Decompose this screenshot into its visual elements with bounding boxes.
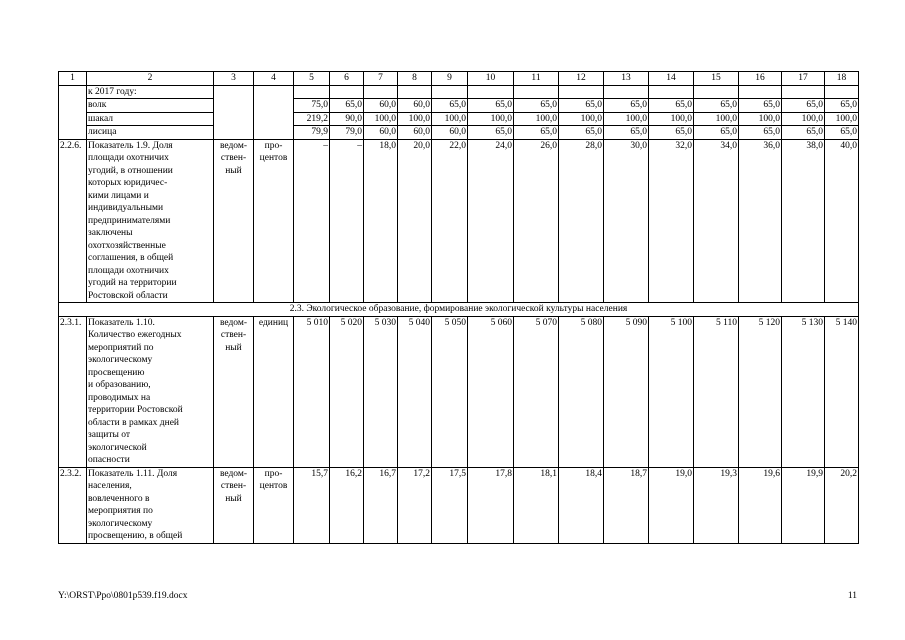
column-number: 14 — [649, 72, 694, 86]
section-title: 2.3. Экологическое образование, формирование экологической культуры населения — [59, 303, 859, 317]
cell-line: территории Ростовской — [88, 405, 183, 415]
cell-line: и образованию, — [88, 380, 151, 390]
value-cell: 65,0 — [694, 99, 739, 113]
row-number: 2.3.2. — [59, 467, 87, 543]
indicator-unit — [254, 467, 294, 543]
column-number: 2 — [87, 72, 214, 86]
column-number: 4 — [254, 72, 294, 86]
column-number: 18 — [825, 72, 859, 86]
value-cell: 5 090 — [604, 316, 649, 467]
column-number: 12 — [559, 72, 604, 86]
file-path: Y:\ORST\Ppo\0801p539.f19.docx — [58, 591, 188, 601]
value-cell: 20,0 — [398, 139, 432, 303]
value-cell — [330, 85, 364, 99]
cell-line: угодий, в отношении — [88, 165, 173, 176]
species-name: волк — [87, 99, 214, 113]
cell-line: проводимых на — [88, 392, 151, 403]
cell-line: Показатель 1.11. Доля — [88, 468, 178, 479]
cell-line: экологическому — [88, 518, 153, 529]
column-number: 17 — [782, 72, 825, 86]
value-cell: 65,0 — [604, 126, 649, 140]
cell-line: предпринимателями — [88, 215, 171, 226]
unit-cell — [254, 85, 294, 139]
value-cell: – — [294, 139, 330, 303]
value-cell: 5 080 — [559, 316, 604, 467]
value-cell: 60,0 — [364, 126, 398, 140]
value-cell — [559, 85, 604, 99]
value-cell: 5 060 — [468, 316, 514, 467]
cell-line: которых юридичес- — [88, 178, 168, 188]
value-cell: 5 140 — [825, 316, 859, 467]
cell-line: просвещению — [88, 367, 145, 378]
value-cell: 5 120 — [739, 316, 782, 467]
value-cell: 15,7 — [294, 467, 330, 543]
value-cell: 5 030 — [364, 316, 398, 467]
cell-line: ствен- — [220, 481, 247, 491]
cell-line: угодий на территории — [88, 278, 177, 288]
value-cell: 30,0 — [604, 139, 649, 303]
value-cell: 24,0 — [468, 139, 514, 303]
indicator-row — [59, 139, 859, 303]
species-name: шакал — [87, 112, 214, 126]
value-cell: 65,0 — [649, 126, 694, 140]
value-cell: 65,0 — [739, 99, 782, 113]
cell-line: ствен- — [220, 153, 247, 163]
value-cell — [294, 85, 330, 99]
indicator-type — [214, 467, 254, 543]
value-cell: – — [330, 139, 364, 303]
value-cell: 100,0 — [739, 112, 782, 126]
cell-line: про- — [264, 468, 283, 479]
value-cell: 100,0 — [398, 112, 432, 126]
table-row — [59, 126, 859, 140]
value-cell: 5 040 — [398, 316, 432, 467]
value-cell: 26,0 — [514, 139, 559, 303]
value-cell: 5 070 — [514, 316, 559, 467]
indicator-description — [87, 316, 214, 467]
cell-line: заключены — [88, 228, 133, 238]
value-cell: 100,0 — [514, 112, 559, 126]
value-cell — [825, 85, 859, 99]
indicator-type — [214, 316, 254, 467]
value-cell: 79,9 — [294, 126, 330, 140]
value-cell: 19,3 — [694, 467, 739, 543]
value-cell: 79,0 — [330, 126, 364, 140]
value-cell: 65,0 — [468, 126, 514, 140]
value-cell: 20,2 — [825, 467, 859, 543]
value-cell: 18,0 — [364, 139, 398, 303]
value-cell: 65,0 — [559, 126, 604, 140]
value-cell: 100,0 — [694, 112, 739, 126]
cell-line: Показатель 1.10. — [88, 317, 155, 328]
value-cell: 75,0 — [294, 99, 330, 113]
cell-line: Показатель 1.9. Доля — [88, 140, 173, 151]
value-cell: 65,0 — [694, 126, 739, 140]
value-cell — [782, 85, 825, 99]
row-number: 2.3.1. — [59, 316, 87, 467]
value-cell — [432, 85, 468, 99]
value-cell: 65,0 — [739, 126, 782, 140]
value-cell: 17,8 — [468, 467, 514, 543]
column-number: 13 — [604, 72, 649, 86]
value-cell: 65,0 — [330, 99, 364, 113]
row-number — [59, 85, 87, 139]
value-cell: 38,0 — [782, 139, 825, 303]
value-cell: 34,0 — [694, 139, 739, 303]
cell-line: про- — [264, 140, 283, 151]
cell-line: мероприятия по — [88, 506, 153, 516]
column-number: 5 — [294, 72, 330, 86]
indicator-unit — [254, 316, 294, 467]
cell-line: мероприятий по — [88, 342, 154, 353]
value-cell: 5 110 — [694, 316, 739, 467]
value-cell: 100,0 — [782, 112, 825, 126]
value-cell: 219,2 — [294, 112, 330, 126]
cell-line: просвещению, в общей — [88, 531, 183, 541]
cell-line: ствен- — [220, 330, 247, 340]
species-name: лисица — [87, 126, 214, 140]
value-cell: 60,0 — [398, 126, 432, 140]
value-cell: 19,9 — [782, 467, 825, 543]
value-cell: 16,2 — [330, 467, 364, 543]
value-cell: 5 130 — [782, 316, 825, 467]
cell-line: центов — [259, 481, 288, 491]
indicator-row — [59, 316, 859, 467]
cell-line: вовлеченного в — [88, 493, 150, 504]
cell-line: области в рамках дней — [88, 417, 180, 428]
value-cell: 5 010 — [294, 316, 330, 467]
value-cell: 100,0 — [825, 112, 859, 126]
column-number: 11 — [514, 72, 559, 86]
cell-line: соглашения, в общей — [88, 253, 174, 263]
value-cell: 28,0 — [559, 139, 604, 303]
value-cell — [514, 85, 559, 99]
type-cell — [214, 85, 254, 139]
value-cell: 36,0 — [739, 139, 782, 303]
value-cell: 65,0 — [514, 126, 559, 140]
value-cell: 100,0 — [364, 112, 398, 126]
row-number: 2.2.6. — [59, 139, 87, 303]
cell-line: ный — [225, 342, 242, 353]
value-cell: 40,0 — [825, 139, 859, 303]
column-number: 6 — [330, 72, 364, 86]
cell-line: охотхозяйственные — [88, 240, 166, 251]
cell-line: ведом- — [219, 468, 248, 479]
value-cell: 17,5 — [432, 467, 468, 543]
value-cell: 100,0 — [432, 112, 468, 126]
indicator-description — [87, 467, 214, 543]
value-cell — [398, 85, 432, 99]
indicator-row — [59, 467, 859, 543]
indicator-description — [87, 139, 214, 303]
value-cell: 16,7 — [364, 467, 398, 543]
column-number: 3 — [214, 72, 254, 86]
column-number: 9 — [432, 72, 468, 86]
value-cell: 18,1 — [514, 467, 559, 543]
header-row — [59, 72, 859, 86]
column-number: 8 — [398, 72, 432, 86]
value-cell: 5 100 — [649, 316, 694, 467]
cell-line: ведом- — [219, 140, 248, 151]
value-cell — [364, 85, 398, 99]
column-number: 1 — [59, 72, 87, 86]
row-label: к 2017 году: — [87, 85, 214, 99]
cell-line: опасности — [88, 455, 130, 465]
value-cell: 22,0 — [432, 139, 468, 303]
column-number: 10 — [468, 72, 514, 86]
cell-line: Количество ежегодных — [88, 330, 182, 340]
cell-line: единиц — [258, 317, 289, 328]
value-cell — [694, 85, 739, 99]
cell-line: центов — [259, 153, 288, 163]
page-number: 11 — [847, 591, 857, 601]
value-cell: 65,0 — [559, 99, 604, 113]
value-cell: 90,0 — [330, 112, 364, 126]
value-cell: 60,0 — [398, 99, 432, 113]
value-cell: 65,0 — [649, 99, 694, 113]
indicator-type — [214, 139, 254, 303]
value-cell: 65,0 — [604, 99, 649, 113]
indicator-unit — [254, 139, 294, 303]
cell-line: ный — [225, 493, 242, 504]
value-cell: 65,0 — [782, 99, 825, 113]
value-cell: 19,6 — [739, 467, 782, 543]
column-number: 15 — [694, 72, 739, 86]
cell-line: экологической — [88, 442, 147, 453]
cell-line: ный — [225, 165, 242, 176]
table-row — [59, 85, 859, 99]
column-number: 7 — [364, 72, 398, 86]
column-number: 16 — [739, 72, 782, 86]
value-cell — [468, 85, 514, 99]
section-row — [59, 303, 859, 317]
value-cell: 100,0 — [559, 112, 604, 126]
value-cell: 65,0 — [514, 99, 559, 113]
cell-line: экологическому — [88, 355, 153, 365]
cell-line: Ростовской области — [88, 290, 168, 301]
value-cell: 5 020 — [330, 316, 364, 467]
value-cell: 18,7 — [604, 467, 649, 543]
value-cell: 65,0 — [825, 99, 859, 113]
value-cell: 65,0 — [468, 99, 514, 113]
value-cell: 60,0 — [432, 126, 468, 140]
indicators-table — [58, 71, 859, 544]
cell-line: населения, — [88, 481, 132, 491]
cell-line: площади охотничих — [88, 153, 169, 163]
value-cell: 19,0 — [649, 467, 694, 543]
value-cell: 60,0 — [364, 99, 398, 113]
value-cell: 100,0 — [649, 112, 694, 126]
value-cell: 100,0 — [604, 112, 649, 126]
table-row — [59, 112, 859, 126]
value-cell: 65,0 — [825, 126, 859, 140]
value-cell: 18,4 — [559, 467, 604, 543]
cell-line: ведом- — [219, 317, 248, 328]
cell-line: кими лицами и — [88, 190, 149, 201]
cell-line: площади охотничих — [88, 265, 169, 276]
value-cell — [649, 85, 694, 99]
table-row — [59, 99, 859, 113]
value-cell: 65,0 — [782, 126, 825, 140]
value-cell — [604, 85, 649, 99]
cell-line: индивидуальными — [88, 203, 164, 213]
value-cell — [739, 85, 782, 99]
value-cell: 32,0 — [649, 139, 694, 303]
value-cell: 100,0 — [468, 112, 514, 126]
value-cell: 17,2 — [398, 467, 432, 543]
cell-line: защиты от — [88, 430, 131, 440]
value-cell: 5 050 — [432, 316, 468, 467]
value-cell: 65,0 — [432, 99, 468, 113]
